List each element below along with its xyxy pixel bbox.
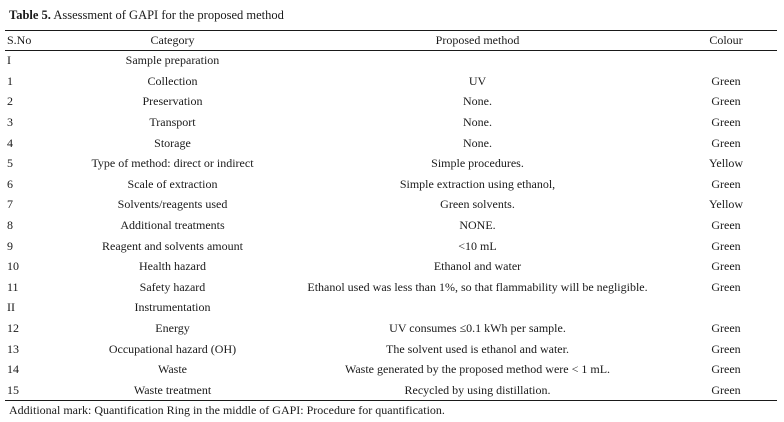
cell-colour: Green: [711, 94, 741, 109]
cell-proposed-method: Simple procedures.: [431, 156, 524, 171]
cell-sno: 6: [7, 176, 13, 191]
cell-sno: I: [7, 53, 11, 68]
cell-proposed-method: UV consumes ≤0.1 kWh per sample.: [389, 321, 566, 336]
cell-proposed-method: <10 mL: [458, 238, 497, 253]
cell-category: Solvents/reagents used: [117, 197, 228, 212]
cell-sno: 11: [7, 279, 19, 294]
table-row: [5, 112, 777, 133]
cell-proposed-method: None.: [463, 115, 492, 130]
cell-sno: 13: [7, 341, 19, 356]
cell-proposed-method: [280, 297, 675, 318]
cell-proposed-method: Green solvents.: [440, 197, 515, 212]
table-header: [5, 31, 777, 50]
cell-category: Storage: [154, 135, 191, 150]
cell-colour: Green: [711, 115, 741, 130]
cell-colour: Yellow: [708, 197, 744, 212]
cell-colour: [675, 50, 777, 71]
table-row: [5, 50, 777, 71]
cell-colour: Green: [711, 73, 741, 88]
table-row: [5, 194, 777, 215]
table-footnote: Additional mark: Quantification Ring in the middle of GAPI: Procedure for quantification.: [9, 403, 445, 417]
cell-colour: Green: [711, 362, 741, 377]
cell-category: Instrumentation: [134, 300, 211, 315]
cell-category: Transport: [149, 115, 196, 130]
cell-proposed-method: None.: [463, 94, 492, 109]
cell-sno: 9: [7, 238, 13, 253]
table-row: [5, 235, 777, 256]
cell-colour: Green: [711, 176, 741, 191]
cell-sno: II: [7, 300, 15, 315]
cell-proposed-method: [280, 50, 675, 71]
header-category: Category: [150, 33, 195, 47]
cell-proposed-method: Recycled by using distillation.: [404, 382, 551, 397]
cell-category: Reagent and solvents amount: [102, 238, 243, 253]
cell-colour: Green: [711, 279, 741, 294]
cell-sno: 8: [7, 218, 13, 233]
table-caption-label: Table 5.: [9, 8, 51, 22]
cell-colour: Green: [711, 259, 741, 274]
table-row: [5, 91, 777, 112]
cell-sno: 4: [7, 135, 13, 150]
cell-colour: [675, 297, 777, 318]
cell-sno: 7: [7, 197, 13, 212]
cell-proposed-method: The solvent used is ethanol and water.: [386, 341, 569, 356]
cell-sno: 1: [7, 73, 13, 88]
cell-category: Preservation: [142, 94, 203, 109]
table-row: [5, 318, 777, 339]
cell-category: Waste treatment: [133, 382, 212, 397]
cell-category: Additional treatments: [120, 218, 225, 233]
cell-category: Collection: [147, 73, 198, 88]
header-proposed-method: Proposed method: [435, 33, 520, 47]
cell-colour: Green: [711, 238, 741, 253]
cell-colour: Green: [711, 135, 741, 150]
cell-sno: 15: [7, 382, 19, 397]
cell-proposed-method: NONE.: [459, 218, 496, 233]
cell-proposed-method: Waste generated by the proposed method were < 1 mL.: [344, 362, 611, 377]
cell-sno: 5: [7, 156, 13, 171]
cell-sno: 10: [7, 259, 19, 274]
table-row: [5, 380, 777, 401]
cell-category: Sample preparation: [125, 53, 220, 68]
cell-proposed-method: Ethanol used was less than 1%, so that flammability will be negligible.: [307, 279, 648, 294]
cell-category: Health hazard: [139, 259, 206, 274]
table-row: [5, 132, 777, 153]
table-row: [5, 215, 777, 236]
cell-colour: Green: [711, 321, 741, 336]
cell-proposed-method: UV: [468, 73, 487, 88]
table-caption-text: Assessment of GAPI for the proposed method: [50, 8, 284, 22]
table-row: [5, 359, 777, 380]
gapi-table: [5, 31, 777, 400]
cell-category: Type of method: direct or indirect: [91, 156, 254, 171]
cell-colour: Green: [711, 341, 741, 356]
cell-sno: 14: [7, 362, 19, 377]
cell-proposed-method: None.: [463, 135, 492, 150]
table-row: [5, 71, 777, 92]
header-row: [5, 31, 777, 50]
cell-category: Energy: [155, 321, 190, 336]
cell-category: Safety hazard: [139, 279, 206, 294]
table-row: [5, 174, 777, 195]
table-row: [5, 256, 777, 277]
cell-category: Occupational hazard (OH): [108, 341, 237, 356]
cell-category: Scale of extraction: [127, 176, 218, 191]
cell-sno: 3: [7, 115, 13, 130]
cell-proposed-method: Ethanol and water: [433, 259, 522, 274]
cell-sno: 12: [7, 321, 19, 336]
cell-category: Waste: [157, 362, 188, 377]
cell-proposed-method: Simple extraction using ethanol,: [399, 176, 556, 191]
table-row: [5, 297, 777, 318]
cell-sno: 2: [7, 94, 13, 109]
table-bottom-rule: [5, 400, 777, 401]
header-colour: Colour: [709, 33, 743, 47]
table-row: [5, 153, 777, 174]
cell-colour: Yellow: [708, 156, 744, 171]
table-row: [5, 338, 777, 359]
cell-colour: Green: [711, 382, 741, 397]
table-body: [5, 50, 777, 400]
cell-colour: Green: [711, 218, 741, 233]
table-caption: [9, 7, 284, 23]
table-row: [5, 277, 777, 298]
header-sno: S.No: [7, 33, 32, 47]
